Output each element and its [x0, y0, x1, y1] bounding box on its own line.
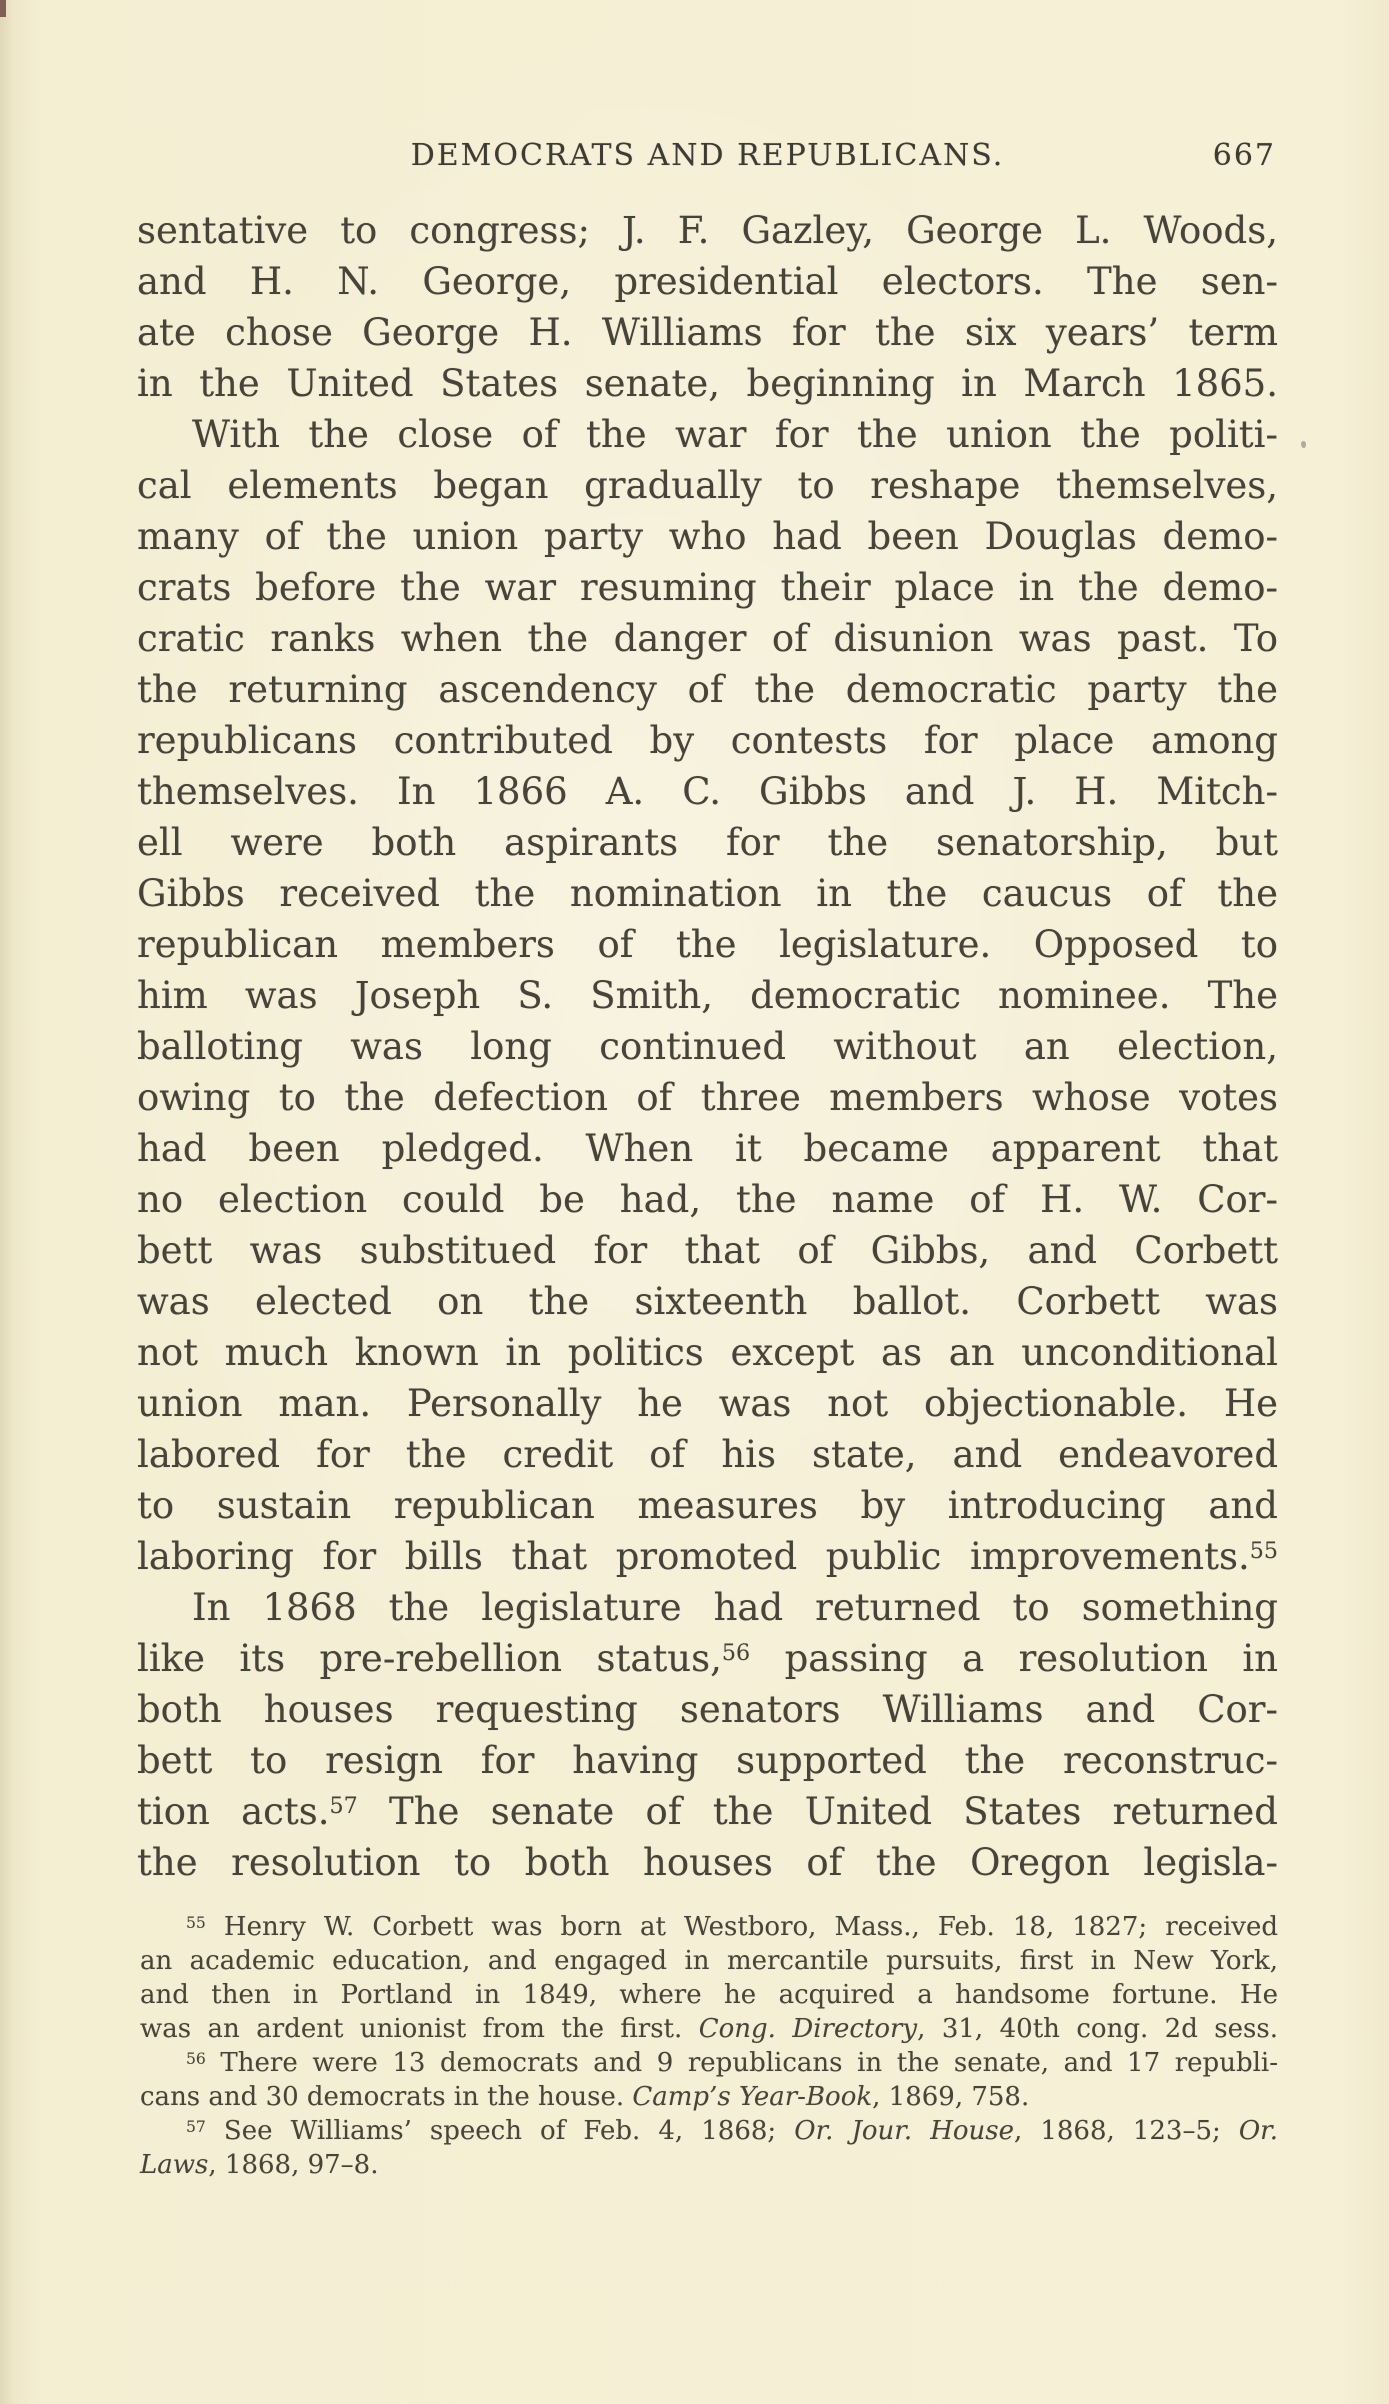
- body-line-text: him was Joseph S. Smith, democratic nominee. The: [137, 974, 1278, 1017]
- body-line: [137, 1276, 1278, 1327]
- body-line-text: republicans contributed by contests for place among: [137, 719, 1278, 762]
- footnote-line: [140, 2114, 1278, 2148]
- body-line-text: had been pledged. When it became apparent that: [137, 1127, 1278, 1170]
- footnote-marker-55: 55: [186, 1913, 206, 1932]
- body-line-text: and H. N. George, presidential electors. The sen-: [137, 260, 1278, 303]
- footnote-marker-56: 56: [186, 2049, 206, 2068]
- footnote-text: , 1869, 758.: [872, 2082, 1030, 2112]
- body-line: [137, 1429, 1278, 1480]
- body-line-text: both houses requesting senators Williams and Cor-: [137, 1688, 1278, 1731]
- body-line-text: was elected on the sixteenth ballot. Corbett was: [137, 1280, 1278, 1323]
- body-line: [137, 613, 1278, 664]
- body-line-text: owing to the defection of three members whose votes: [137, 1076, 1278, 1119]
- footnote-ref-55: 55: [1249, 1538, 1278, 1565]
- body-line: [137, 1174, 1278, 1225]
- footnote-text: , 31, 40th cong. 2d sess.: [917, 2014, 1278, 2044]
- page-header: [137, 138, 1278, 180]
- body-line-text: in the United States senate, beginning in March 1865.: [137, 362, 1278, 405]
- footnote-text: There were 13 democrats and 9 republicans in the senate, and 17 republi-: [205, 2048, 1278, 2078]
- body-line-text: cal elements began gradually to reshape themselves,: [137, 464, 1278, 507]
- body-line-text: like its pre-rebellion status,: [137, 1637, 722, 1680]
- body-line-text: sentative to congress; J. F. Gazley, George L. Woods,: [137, 209, 1278, 252]
- body-line-text: republican members of the legislature. Opposed to: [137, 923, 1278, 966]
- body-line: [137, 1480, 1278, 1531]
- body-line: [137, 307, 1278, 358]
- body-line: [137, 1531, 1278, 1582]
- body-line: [137, 1021, 1278, 1072]
- footnote-text: and then in Portland in 1849, where he acquired a handsome fortune. He: [140, 1980, 1278, 2010]
- footnote-citation-italic: Or.: [1238, 2116, 1278, 2146]
- footnotes-block: [140, 1910, 1278, 2182]
- body-line-text: the returning ascendency of the democratic party the: [137, 668, 1278, 711]
- body-line-paragraph-start: [137, 1582, 1278, 1633]
- body-line: [137, 868, 1278, 919]
- body-line-text: balloting was long continued without an election,: [137, 1025, 1278, 1068]
- body-line: [137, 664, 1278, 715]
- footnote-text: See Williams’ speech of Feb. 4, 1868;: [205, 2116, 795, 2146]
- body-line-text: laboring for bills that promoted public improvements.: [137, 1535, 1250, 1578]
- footnote-text: Henry W. Corbett was born at Westboro, Mass., Feb. 18, 1827; received: [205, 1912, 1278, 1942]
- body-line: [137, 1123, 1278, 1174]
- footnote-line: [140, 2012, 1278, 2046]
- body-line: [137, 766, 1278, 817]
- body-line: [137, 1327, 1278, 1378]
- body-line: [137, 715, 1278, 766]
- footnote-line: [140, 2046, 1278, 2080]
- body-line-text: Gibbs received the nomination in the caucus of the: [137, 872, 1278, 915]
- body-line: [137, 1684, 1278, 1735]
- body-line-text: no election could be had, the name of H. W. Cor-: [137, 1178, 1278, 1221]
- footnote-citation-italic: Or. Jour. House: [794, 2116, 1015, 2146]
- body-line: [137, 970, 1278, 1021]
- body-line-text: union man. Personally he was not objectionable. He: [137, 1382, 1278, 1425]
- body-line-text: crats before the war resuming their place in the demo-: [137, 566, 1278, 609]
- body-line-text: passing a resolution in: [750, 1637, 1278, 1680]
- footnote-line: [140, 2148, 1278, 2182]
- body-line-text: bett was substitued for that of Gibbs, and Corbett: [137, 1229, 1278, 1272]
- footnote-line: [140, 1910, 1278, 1944]
- footnote-marker-57: 57: [186, 2117, 206, 2136]
- body-line-paragraph-start: [137, 409, 1278, 460]
- body-line-text: The senate of the United States returned: [357, 1790, 1278, 1833]
- body-line: [137, 205, 1278, 256]
- footnote-text: , 1868, 123–5;: [1014, 2116, 1239, 2146]
- body-line-text: ell were both aspirants for the senatorship, but: [137, 821, 1278, 864]
- body-line-text: many of the union party who had been Douglas demo-: [137, 515, 1278, 558]
- body-line: [137, 511, 1278, 562]
- body-line-text: bett to resign for having supported the reconstruc-: [137, 1739, 1278, 1782]
- footnote-text: an academic education, and engaged in mercantile pursuits, first in New York,: [140, 1946, 1278, 1976]
- body-line-text: With the close of the war for the union the politi-: [192, 413, 1278, 456]
- running-head-title: DEMOCRATS AND REPUBLICANS.: [410, 138, 1005, 173]
- page-edge-shade: [0, 0, 14, 2404]
- footnote-line: [140, 2080, 1278, 2114]
- body-line: [137, 817, 1278, 868]
- body-line: [137, 919, 1278, 970]
- footnote-text: cans and 30 democrats in the house.: [140, 2082, 633, 2112]
- footnote-citation-italic: Camp’s Year-Book: [632, 2082, 873, 2112]
- body-line: [137, 460, 1278, 511]
- scan-speck: [1301, 441, 1306, 448]
- body-line-text: not much known in politics except as an unconditional: [137, 1331, 1278, 1374]
- body-line: [137, 1225, 1278, 1276]
- body-line: [137, 562, 1278, 613]
- footnote-text: was an ardent unionist from the first.: [140, 2014, 699, 2044]
- body-line: [137, 1378, 1278, 1429]
- footnote-line: [140, 1944, 1278, 1978]
- body-line-text: to sustain republican measures by introducing and: [137, 1484, 1278, 1527]
- body-line: [137, 358, 1278, 409]
- body-text-block: [137, 205, 1278, 1888]
- footnote-text: , 1868, 97–8.: [208, 2150, 379, 2180]
- footnote-citation-italic: Cong. Directory: [698, 2014, 918, 2044]
- body-line: [137, 1633, 1278, 1684]
- body-line: [137, 1837, 1278, 1888]
- footnote-line: [140, 1978, 1278, 2012]
- body-line-text: cratic ranks when the danger of disunion was past. To: [137, 617, 1278, 660]
- body-line: [137, 1735, 1278, 1786]
- body-line: [137, 1072, 1278, 1123]
- body-line-text: In 1868 the legislature had returned to something: [192, 1586, 1278, 1629]
- footnote-ref-57: 57: [329, 1793, 358, 1820]
- page-number: 667: [1212, 138, 1276, 173]
- body-line-text: ate chose George H. Williams for the six years’ term: [137, 311, 1278, 354]
- body-line: [137, 256, 1278, 307]
- footnote-citation-italic: Laws: [140, 2150, 209, 2180]
- body-line: [137, 1786, 1278, 1837]
- footnote-ref-56: 56: [721, 1640, 751, 1667]
- body-line-text: themselves. In 1866 A. C. Gibbs and J. H. Mitch-: [137, 770, 1278, 813]
- body-line-text: tion acts.: [137, 1790, 330, 1833]
- body-line-text: labored for the credit of his state, and endeavored: [137, 1433, 1278, 1476]
- body-line-text: the resolution to both houses of the Oregon legisla-: [137, 1841, 1278, 1884]
